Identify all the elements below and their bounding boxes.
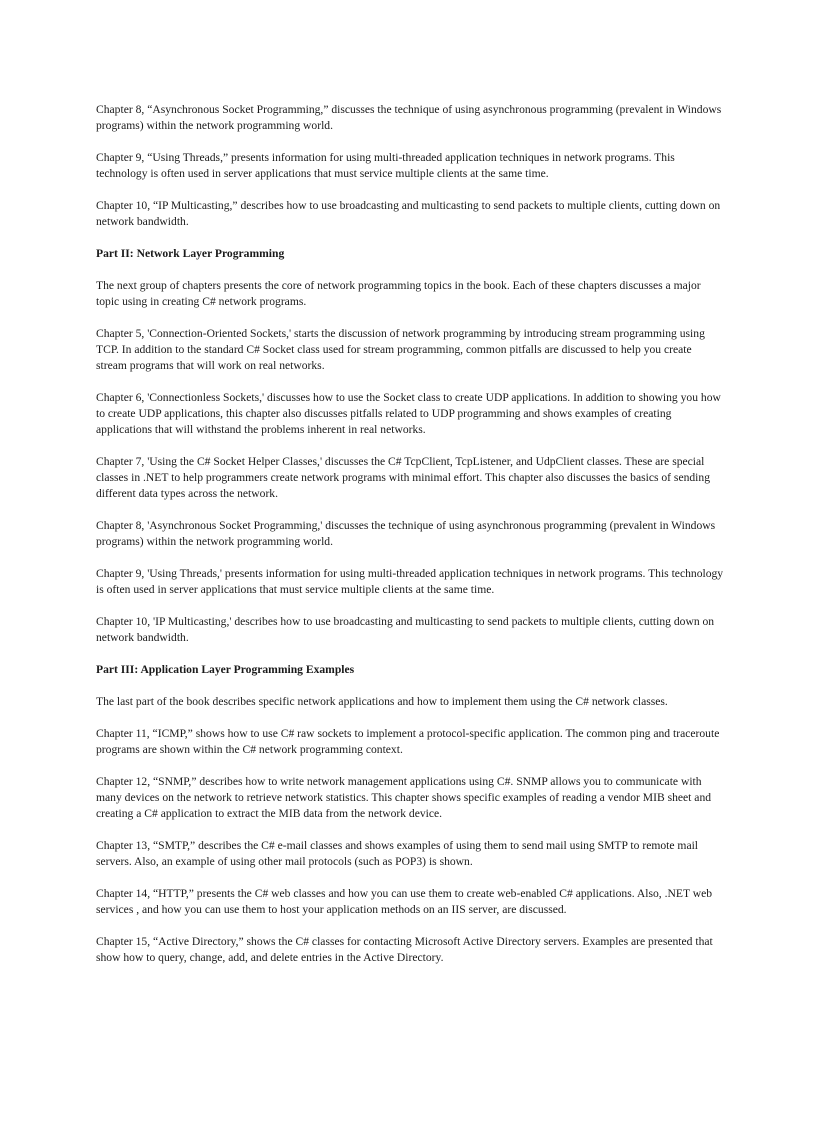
paragraph-ch14-http: Chapter 14, “HTTP,” presents the C# web classes and how you can use them to create web-enabled C# applications. Also, .NET web services , and how you can use them to host your application methods on an IIS server, are discussed. [96,887,713,916]
paragraph-part3-intro: The last part of the book describes specific network applications and how to implement them using the C# network classes. [96,695,668,708]
paragraph-ch13-smtp: Chapter 13, “SMTP,” describes the C# e-mail classes and shows examples of using them to send mail using SMTP to remote mail servers. Also, an example of using other mail protocols (such as POP3) is shown. [96,839,699,868]
section-heading-part-3: Part III: Application Layer Programming Examples [96,663,355,676]
paragraph-ch12-snmp: Chapter 12, “SNMP,” describes how to write network management applications using C#. SNMP allows you to communicate with many devices on the network to retrieve network statistics. This chapter shows specific examples of reading a vendor MIB sheet and creating a C# application to extract the MIB data from the network device. [96,775,712,820]
paragraph-ch15-active-directory: Chapter 15, “Active Directory,” shows the C# classes for contacting Microsoft Active Directory servers. Examples are presented that show how to query, change, add, and delete entries in the Active Directory. [96,935,713,964]
paragraph-ch7-helper-classes: Chapter 7, 'Using the C# Socket Helper Classes,' discusses the C# TcpClient, TcpListener, and UdpClient classes. These are special classes in .NET to help programmers create network programs with minimal effort. This chapter also discusses the basics of sending different data types across the network. [96,455,710,500]
paragraph-ch8-async: Chapter 8, “Asynchronous Socket Programming,” discusses the technique of using asynchronous programming (prevalent in Windows programs) within the network programming world. [96,103,722,132]
paragraph-ch8-async-repeat: Chapter 8, 'Asynchronous Socket Programming,' discusses the technique of using asynchronous programming (prevalent in Windows programs) within the network programming world. [96,519,716,548]
document-page [96,102,724,982]
paragraph-ch9-threads-repeat: Chapter 9, 'Using Threads,' presents information for using multi-threaded application techniques in network programs. This technology is often used in server applications that must service multiple clients at the same time. [96,567,724,596]
paragraph-ch11-icmp: Chapter 11, “ICMP,” shows how to use C# raw sockets to implement a protocol-specific application. The common ping and traceroute programs are shown within the C# network programming context. [96,727,720,756]
paragraph-ch10-multicast: Chapter 10, “IP Multicasting,” describes how to use broadcasting and multicasting to send packets to multiple clients, cutting down on network bandwidth. [96,199,721,228]
section-heading-part-2: Part II: Network Layer Programming [96,247,285,260]
paragraph-ch9-threads: Chapter 9, “Using Threads,” presents information for using multi-threaded application techniques in network programs. This technology is often used in server applications that must service multiple clients at the same time. [96,151,675,180]
paragraph-ch5-connection-oriented: Chapter 5, 'Connection-Oriented Sockets,' starts the discussion of network programming by introducing stream programming using TCP. In addition to the standard C# Socket class used for stream programming, common pitfalls are discussed to help you create stream programs that will work on real networks. [96,327,705,372]
paragraph-part2-intro: The next group of chapters presents the core of network programming topics in the book. Each of these chapters discusses a major topic using in creating C# network programs. [96,279,701,308]
paragraph-ch6-connectionless: Chapter 6, 'Connectionless Sockets,' discusses how to use the Socket class to create UDP applications. In addition to showing you how to create UDP applications, this chapter also discusses pitfalls related to UDP programming and shows examples of creating applications that will withstand the problems inherent in real networks. [96,391,721,436]
paragraph-ch10-multicast-repeat: Chapter 10, 'IP Multicasting,' describes how to use broadcasting and multicasting to send packets to multiple clients, cutting down on network bandwidth. [96,615,715,644]
